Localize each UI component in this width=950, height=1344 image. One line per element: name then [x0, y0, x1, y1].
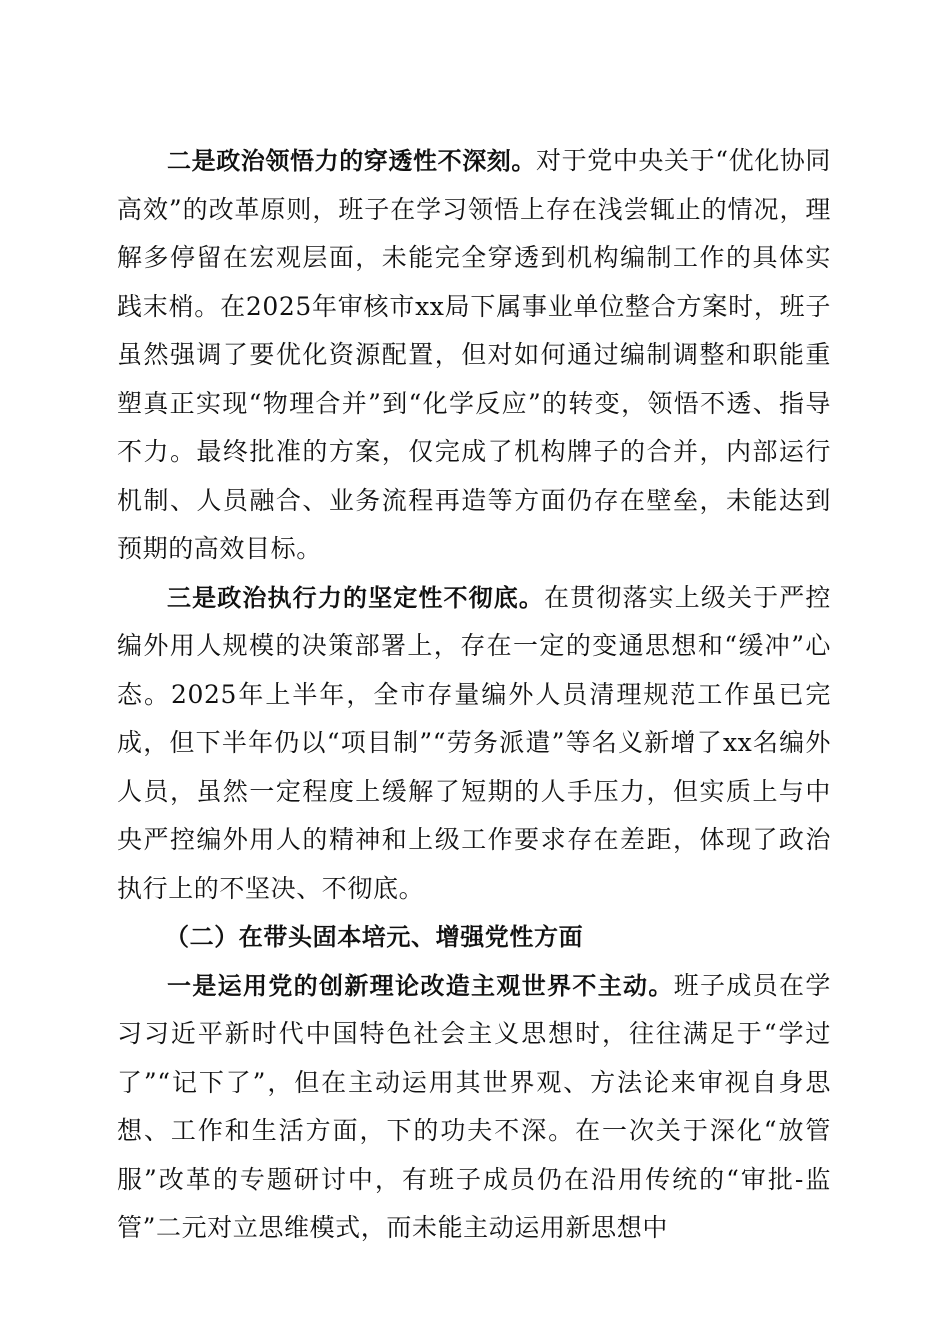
paragraph-political-execution	[117, 574, 831, 914]
section-heading: （二）在带头固本培元、增强党性方面	[165, 923, 584, 951]
paragraph-text: 在贯彻落实上级关于严控编外用人规模的决策部署上，存在一定的变通思想和“缓冲”心态。2025年上半年，全市存量编外人员清理规范工作虽已完成，但下半年仍以“项目制”“劳务派遣”等名义新增了xx名编外人员，虽然一定程度上缓解了短期的人手压力，但实质上与中央严控编外用人的精神和上级工作要求存在差距，体现了政治执行上的不坚决、不彻底。	[117, 582, 832, 903]
document-body	[117, 137, 831, 1253]
paragraph-lead: 二是政治领悟力的穿透性不深刻。	[167, 147, 537, 175]
paragraph-lead: 三是政治执行力的坚定性不彻底。	[167, 583, 545, 612]
paragraph-text: 班子成员在学习习近平新时代中国特色社会主义思想时，往往满足于“学过了”“记下了”，但在主动运用其世界观、方法论来审视自身思想、工作和生活方面，下的功夫不深。在一次关于深化“放管服”改革的专题研讨中，有班子成员仍在沿用传统的“审批-监管”二元对立思维模式，而未能主动运用新思想中	[117, 970, 831, 1242]
paragraph-lead: 一是运用党的创新理论改造主观世界不主动。	[167, 971, 674, 1000]
paragraph-text: 对于党中央关于“优化协同高效”的改革原则，班子在学习领悟上存在浅尝辄止的情况，理解多停留在宏观层面，未能完全穿透到机构编制工作的具体实践末梢。在2025年审核市xx局下属事业单位整合方案时，班子虽然强调了要优化资源配置，但对如何通过编制调整和职能重塑真正实现“物理合并”到“化学反应”的转变，领悟不透、指导不力。最终批准的方案，仅完成了机构牌子的合并，内部运行机制、人员融合、业务流程再造等方面仍存在壁垒，未能达到预期的高效目标。	[117, 146, 832, 563]
paragraph-theory-application	[117, 962, 831, 1253]
paragraph-political-understanding	[117, 137, 831, 574]
